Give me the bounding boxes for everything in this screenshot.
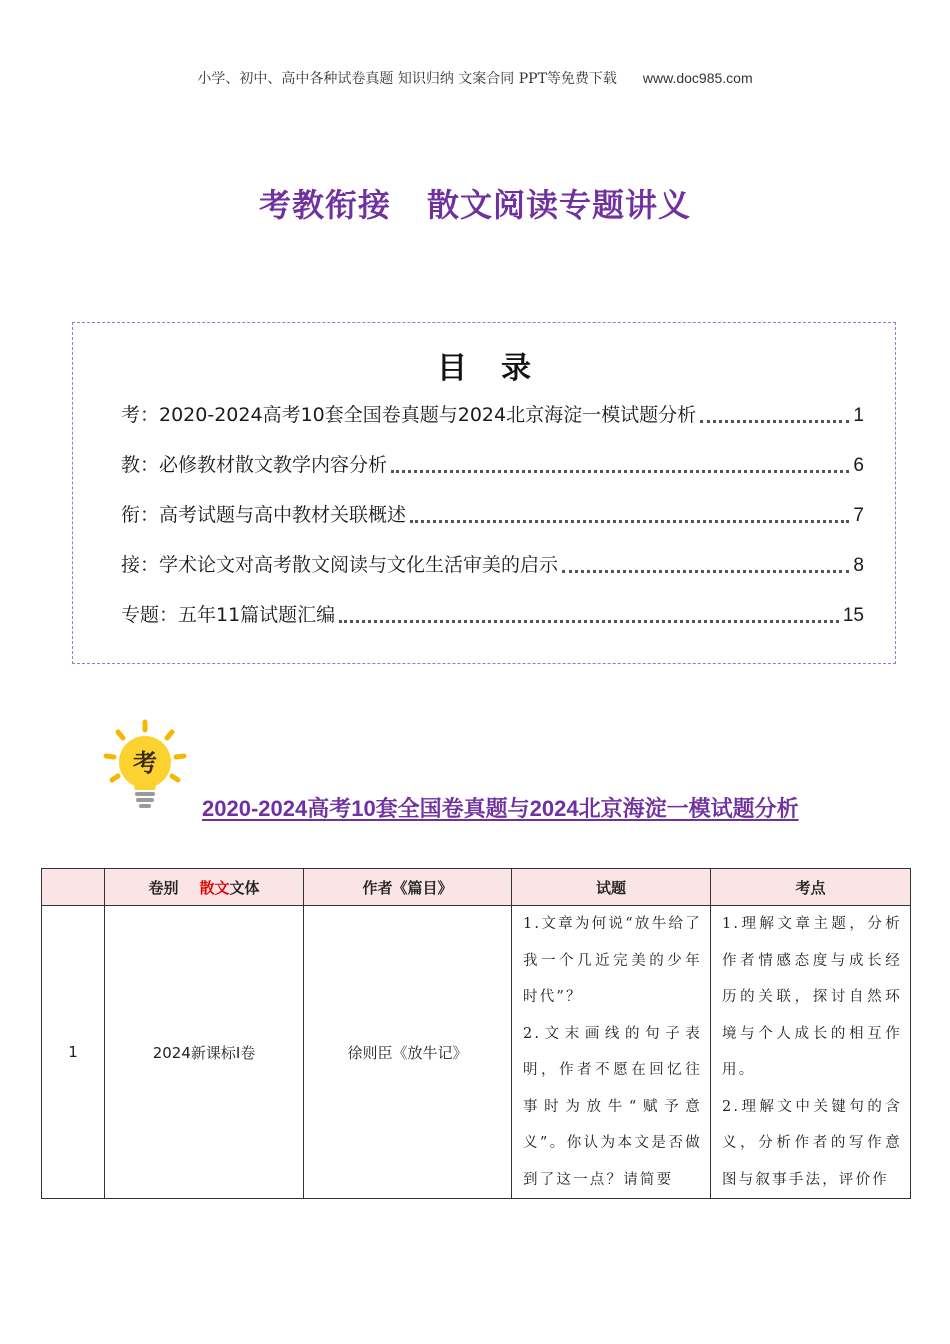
col-header-paper: 卷别 散文文体	[105, 869, 304, 906]
header-url[interactable]: www.doc985.com	[642, 70, 753, 86]
table-of-contents	[72, 322, 896, 664]
title-part-1: 考教衔接	[258, 186, 391, 224]
toc-heading: 目录	[437, 351, 565, 386]
table-header-row	[42, 869, 911, 906]
cell-author: 徐则臣《放牛记》	[304, 906, 512, 1199]
table-row	[42, 906, 911, 1199]
section-title[interactable]: 2020-2024高考10套全国卷真题与2024北京海淀一模试题分析	[202, 796, 799, 821]
page-header	[0, 68, 950, 88]
toc-item[interactable]	[121, 397, 864, 427]
badge-char: 考	[133, 749, 157, 777]
title-part-2: 散文阅读专题讲义	[427, 186, 692, 224]
toc-item-page: 6	[853, 455, 864, 476]
col-header-paper-highlight: 散文	[199, 878, 230, 897]
toc-item[interactable]	[121, 547, 864, 577]
toc-item[interactable]	[121, 447, 864, 477]
cell-paper: 2024新课标Ⅰ卷	[105, 906, 304, 1199]
toc-item-page: 8	[853, 555, 864, 576]
toc-item[interactable]	[121, 497, 864, 527]
toc-item[interactable]	[121, 597, 864, 627]
lightbulb-icon	[100, 718, 190, 814]
toc-item-label: 衔：高考试题与高中教材关联概述	[121, 504, 407, 526]
toc-item-page: 15	[842, 605, 864, 626]
toc-item-label: 教：必修教材散文教学内容分析	[121, 454, 388, 476]
toc-item-page: 1	[853, 405, 864, 426]
toc-item-page: 7	[853, 505, 864, 526]
document-title	[0, 180, 950, 226]
exam-analysis-table	[41, 868, 911, 1199]
toc-item-label: 接：学术论文对高考散文阅读与文化生活审美的启示	[121, 554, 559, 576]
cell-points: 1.理解文章主题，分析作者情感态度与成长经历的关联，探讨自然环境与个人成长的相互作用。 2.理解文中关键句的含义，分析作者的写作意图与叙事手法，评价作	[711, 906, 911, 1199]
col-header-author: 作者《篇目》	[304, 869, 512, 906]
header-text: 小学、初中、高中各种试卷真题 知识归纳 文案合同 PPT等免费下载	[197, 71, 617, 87]
toc-item-label: 考：2020-2024高考10套全国卷真题与2024北京海淀一模试题分析	[121, 404, 697, 426]
col-header-num	[42, 869, 105, 906]
col-header-question: 试题	[512, 869, 711, 906]
cell-num: 1	[42, 906, 105, 1199]
col-header-points: 考点	[711, 869, 911, 906]
cell-question: 1.文章为何说“放牛给了我一个几近完美的少年时代”？ 2.文末画线的句子表明，作者不愿在回忆往事时为放牛“赋予意义”。你认为本文是否做到了这一点？请简要	[512, 906, 711, 1199]
toc-item-label: 专题：五年11篇试题汇编	[121, 604, 336, 626]
